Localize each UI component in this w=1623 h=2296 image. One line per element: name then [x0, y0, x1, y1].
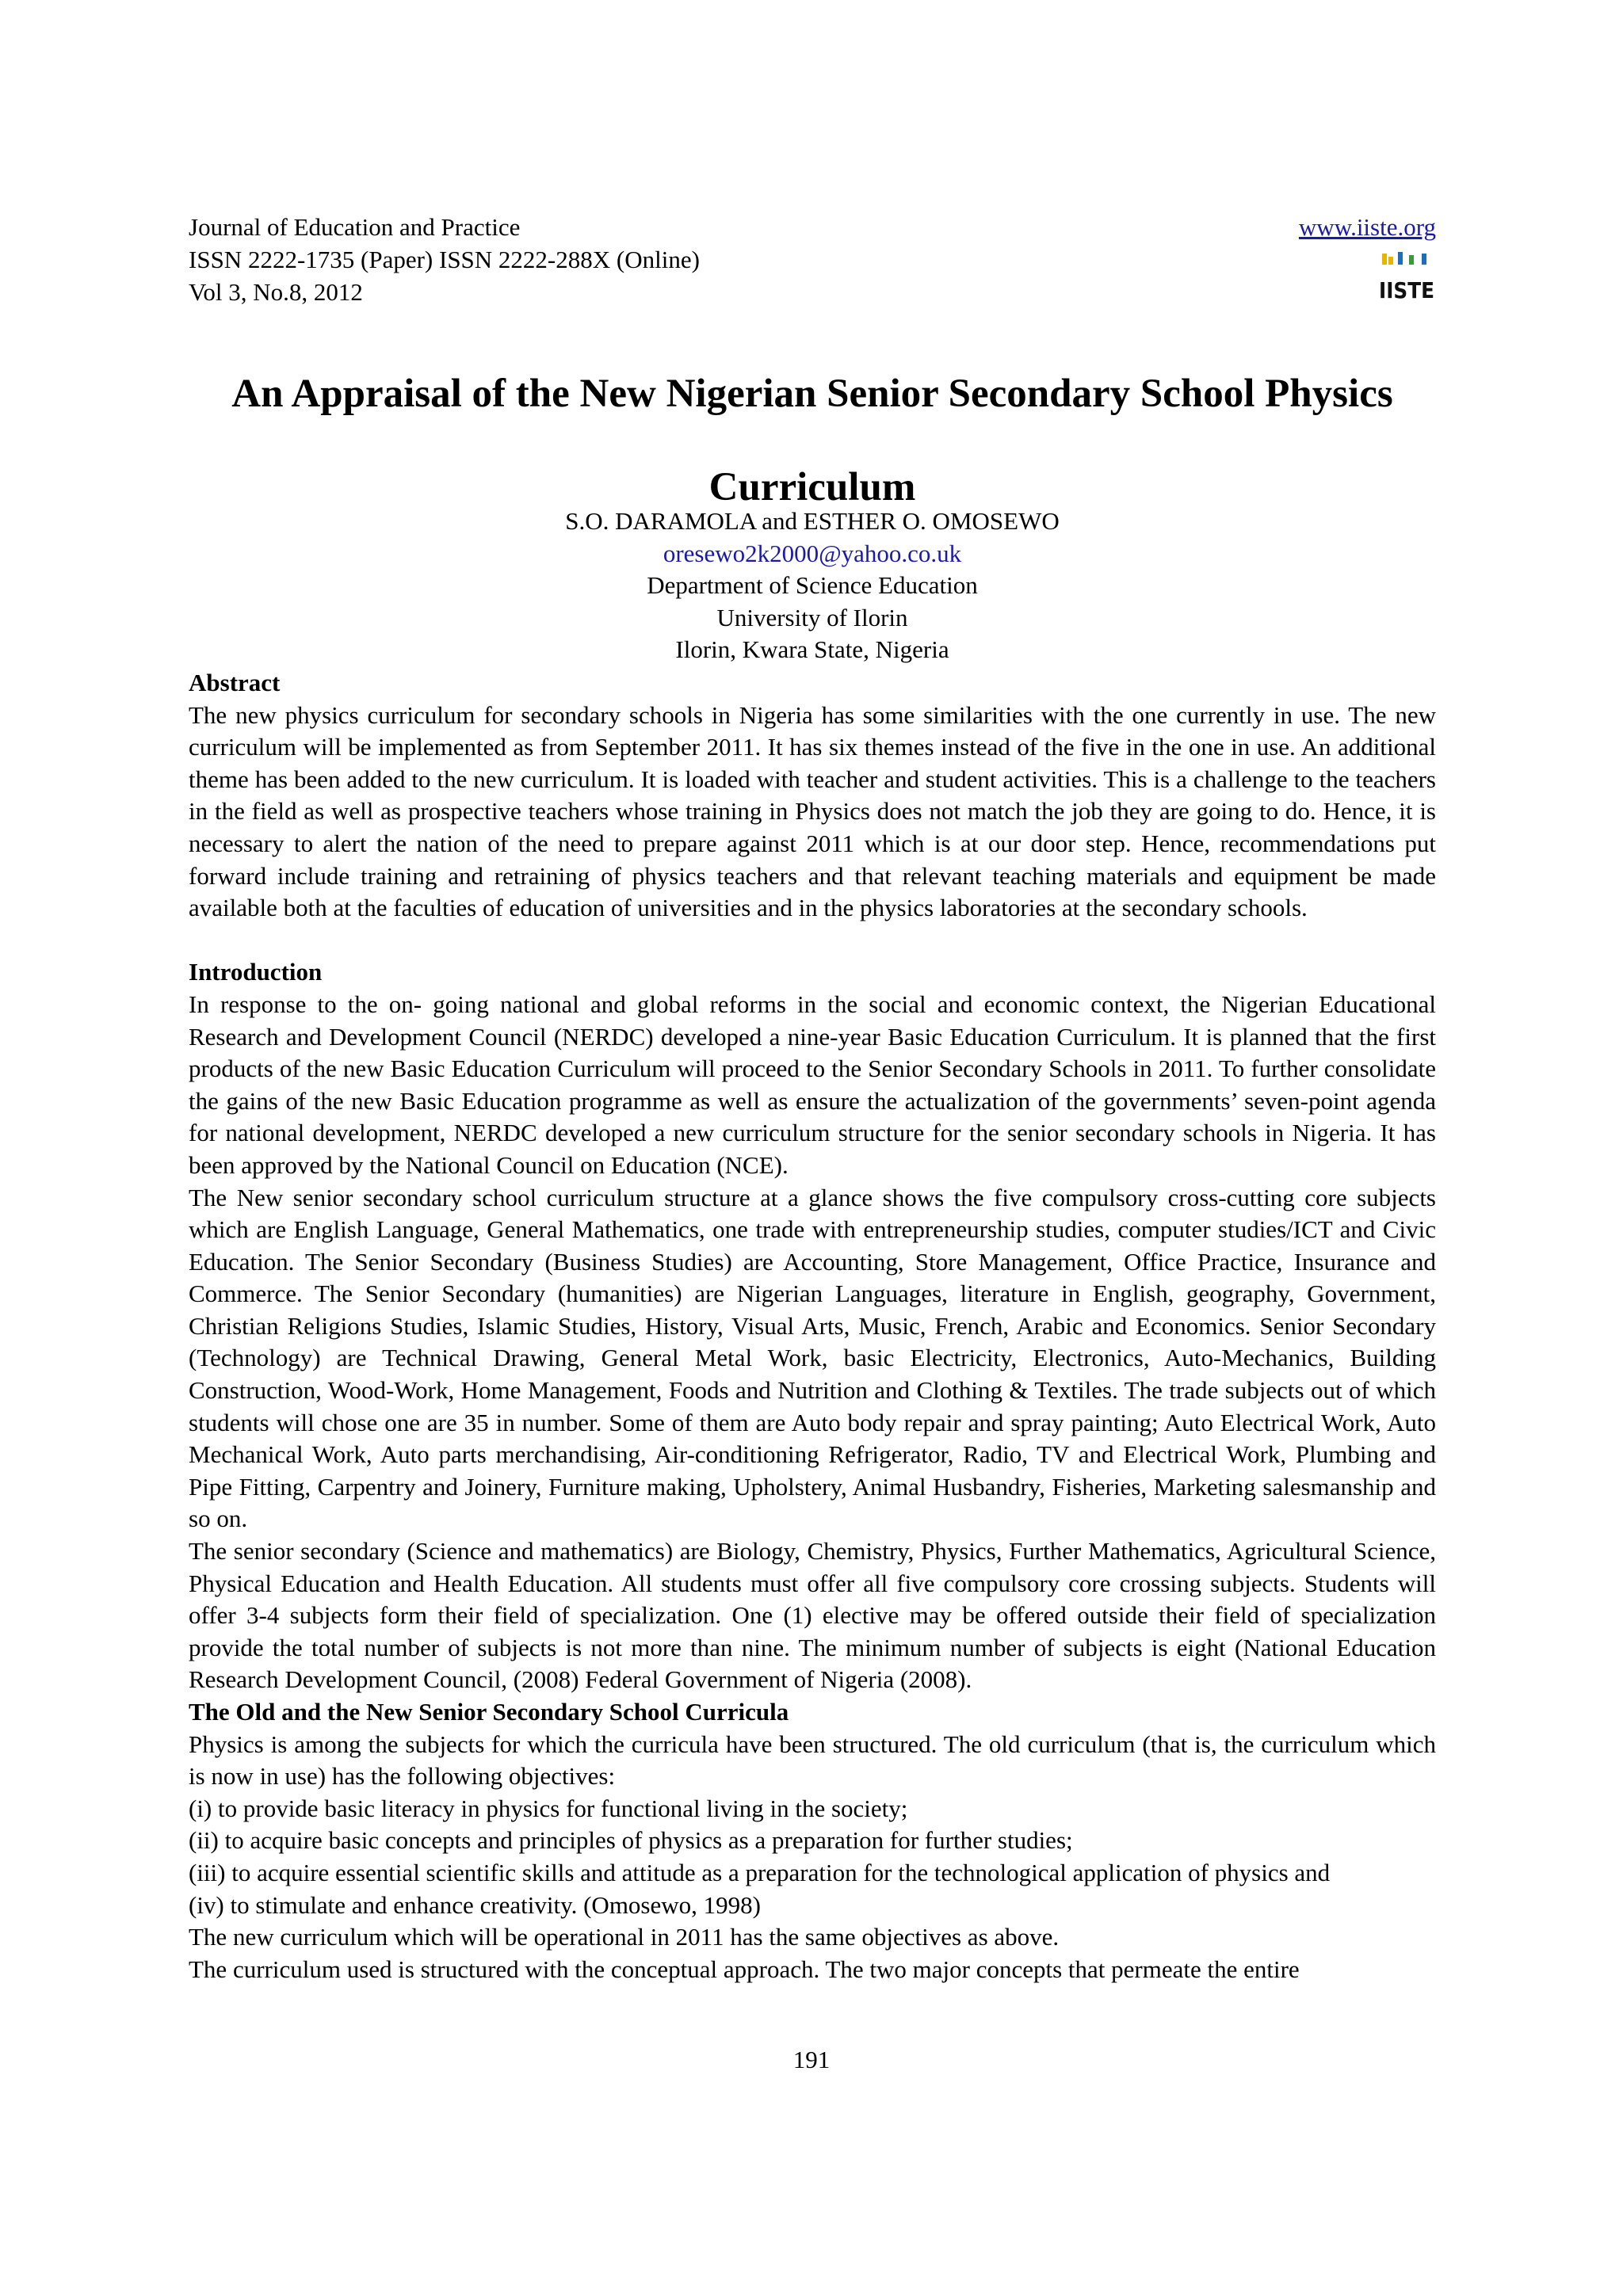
section-spacer — [189, 925, 1436, 957]
author-location: Ilorin, Kwara State, Nigeria — [675, 635, 949, 663]
abstract-heading: Abstract — [189, 669, 281, 696]
title-line-2: Curriculum — [708, 465, 916, 509]
author-university: University of Ilorin — [716, 603, 908, 631]
objective-item: (iii) to acquire essential scientific skills and attitude as a preparation for the technological application of physics and — [189, 1858, 1331, 1886]
page-number: 191 — [792, 2046, 831, 2073]
paper-body — [189, 667, 1436, 1985]
author-department: Department of Science Education — [647, 571, 978, 599]
objective-item: (i) to provide basic literacy in physics for functional living in the society; — [189, 1794, 908, 1822]
old-new-curricula-heading: The Old and the New Senior Secondary School Curricula — [189, 1698, 789, 1726]
journal-website-link[interactable]: www.iiste.org — [1298, 213, 1436, 241]
iiste-logo-icon — [1377, 252, 1436, 301]
svg-text:IISTE: IISTE — [1379, 277, 1434, 301]
objective-item: (iv) to stimulate and enhance creativity. (Omosewo, 1998) — [189, 1890, 761, 1919]
journal-info — [189, 211, 1436, 308]
journal-name: Journal of Education and Practice — [189, 213, 521, 241]
introduction-paragraph: The New senior secondary school curriculum structure at a glance shows the five compulsory cross-cutting core subjects which are English Language, General Mathematics, one trade with entrepreneurship studies, computer studies/ICT and Civic Education. The Senior Secondary (Business Studies) are Accounting, Store Management, Office Practice, Insurance and Commerce. The Senior Secondary (humanities) are Nigerian Languages, literature in English, geography, Government, Christian Religions Studies, Islamic Studies, History, Visual Arts, Music, French, Arabic and Economics. Senior Secondary (Technology) are Technical Drawing, General Metal Work, basic Electricity, Electronics, Auto-Mechanics, Building Construction, Wood-Work, Home Management, Foods and Nutrition and Clothing & Textiles. The trade subjects out of which students will chose one are 35 in number. Some of them are Auto body repair and spray painting; Auto Electrical Work, Auto Mechanical Work, Auto parts merchandising, Air-conditioning Refrigerator, Radio, TV and Electrical Work, Plumbing and Pipe Fitting, Carpentry and Joinery, Furniture making, Upholstery, Animal Husbandry, Fisheries, Marketing salesmanship and so on. — [189, 1183, 1436, 1533]
curricula-paragraph: The new curriculum which will be operational in 2011 has the same objectives as above. — [189, 1923, 1060, 1951]
title-line-1: An Appraisal of the New Nigerian Senior Secondary School Physics — [231, 372, 1393, 416]
introduction-paragraph: The senior secondary (Science and mathematics) are Biology, Chemistry, Physics, Further Mathematics, Agricultural Science, Physical Education and Health Education. All students must offer all five compulsory core crossing subjects. Students will offer 3-4 subjects form their field of specialization. One (1) elective may be offered outside their field of specialization provide the total number of subjects is not more than nine. The minimum number of subjects is eight (National Education Research Development Council, (2008) Federal Government of Nigeria (2008). — [189, 1537, 1436, 1694]
page-header — [189, 211, 1436, 308]
curricula-paragraph: The curriculum used is structured with the conceptual approach. The two major concepts that permeate the entire — [189, 1955, 1300, 1983]
curricula-paragraph: Physics is among the subjects for which the curricula have been structured. The old curriculum (that is, the curriculum which is now in use) has the following objectives: — [189, 1730, 1436, 1791]
abstract-text: The new physics curriculum for secondary schools in Nigeria has some similarities with the one currently in use. The new curriculum will be implemented as from September 2011. It has six themes instead of the five in the one in use. An additional theme has been added to the new curriculum. It is loaded with teacher and student activities. This is a challenge to the teachers in the field as well as prospective teachers whose training in Physics does not match the job they are going to do. Hence, it is necessary to alert the nation of the need to prepare against 2011 which is at our door step. Hence, recommendations put forward include training and retraining of physics teachers and that relevant teaching materials and equipment be made available both at the faculties of education of universities and in the physics laboratories at the secondary schools. — [189, 700, 1436, 922]
introduction-heading: Introduction — [189, 958, 323, 986]
introduction-paragraph: In response to the on- going national and global reforms in the social and economic context, the Nigerian Educational Research and Development Council (NERDC) developed a nine-year Basic Education Curriculum. It is planned that the first products of the new Basic Education Curriculum will proceed to the Senior Secondary Schools in 2011. To further consolidate the gains of the new Basic Education programme as well as ensure the actualization of the governments’ seven-point agenda for national development, NERDC developed a new curriculum structure for the senior secondary schools in Nigeria. It has been approved by the National Council on Education (NCE). — [189, 990, 1436, 1179]
issn: ISSN 2222-1735 (Paper) ISSN 2222-288X (Online) — [189, 246, 700, 273]
objectives-list — [189, 1793, 1436, 1921]
author-email[interactable]: oresewo2k2000@yahoo.co.uk — [663, 539, 962, 567]
author-names: S.O. DARAMOLA and ESTHER O. OMOSEWO — [565, 507, 1060, 535]
volume: Vol 3, No.8, 2012 — [189, 278, 363, 306]
author-block — [158, 505, 1466, 666]
objective-item: (ii) to acquire basic concepts and principles of physics as a preparation for further studies; — [189, 1826, 1073, 1855]
